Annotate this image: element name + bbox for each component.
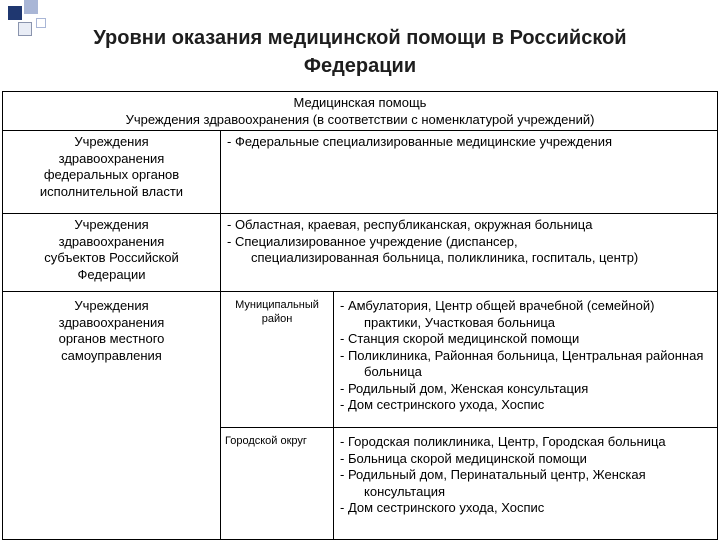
decor-square-outline (18, 22, 32, 36)
level-text: здравоохранения (58, 314, 165, 330)
items-cell-city (334, 428, 718, 540)
decor-square-light (24, 0, 38, 14)
type-text: Городской округ (225, 435, 307, 447)
list-item: - Амбулатория, Центр общей врачебной (семейной) практики, Участковая больница (340, 298, 655, 330)
level-text: исполнительной власти (39, 183, 184, 199)
level-text: федеральных органов (43, 167, 180, 182)
table-header-row (3, 92, 718, 131)
items-cell-federal (221, 131, 718, 214)
level-text: здравоохранения (58, 233, 165, 249)
level-text: органов местного (58, 331, 165, 346)
level-cell-federal (3, 131, 221, 214)
type-cell-city (221, 428, 334, 540)
list-item: - Больница скорой медицинской помощи (340, 450, 587, 466)
list-item: - Поликлиника, Районная больница, Центральная районная больница (340, 347, 704, 379)
level-text: Учреждения (74, 298, 149, 313)
type-text: район (261, 313, 293, 325)
table-row (3, 131, 718, 214)
level-text: Учреждения (74, 217, 149, 232)
decor-square-dark (8, 6, 22, 20)
items-cell-subjects (221, 214, 718, 292)
level-text: Федерации (77, 266, 146, 282)
level-text: самоуправления (61, 347, 162, 363)
list-item: - Областная, краевая, республиканская, окружная больница (227, 217, 593, 232)
list-item: - Родильный дом, Перинатальный центр, Женская консультация (340, 467, 646, 499)
list-item: - Родильный дом, Женская консультация (340, 380, 589, 396)
level-cell-subjects (3, 214, 221, 292)
list-item: - Специализированное учреждение (диспансер, (227, 233, 518, 249)
list-item: - Станция скорой медицинской помощи (340, 331, 580, 346)
levels-table (2, 91, 718, 540)
level-cell-local (3, 292, 221, 540)
list-item: специализированная больница, поликлиника, госпиталь, центр) (251, 250, 639, 265)
level-text: Учреждения (74, 134, 149, 149)
list-item: - Дом сестринского ухода, Хоспис (340, 500, 545, 515)
level-text: субъектов Российской (44, 250, 179, 265)
type-cell-municipal (221, 292, 334, 428)
table-header-cell (3, 92, 718, 131)
items-cell-municipal (334, 292, 718, 428)
page-title (40, 24, 680, 80)
list-item: - Федеральные специализированные медицинские учреждения (227, 134, 613, 149)
level-text: здравоохранения (58, 150, 165, 166)
header-line-2: Учреждения здравоохранения (в соответствии с номенклатурой учреждений) (125, 111, 595, 127)
header-line-1: Медицинская помощь (293, 95, 427, 110)
list-item: - Городская поликлиника, Центр, Городская больница (340, 434, 666, 449)
table-row (3, 214, 718, 292)
table-row (3, 292, 718, 428)
title-line-2: Федерации (303, 55, 417, 77)
list-item: - Дом сестринского ухода, Хоспис (340, 397, 545, 412)
title-line-1: Уровни оказания медицинской помощи в Российской (93, 27, 627, 49)
type-text: Муниципальный (235, 299, 319, 311)
